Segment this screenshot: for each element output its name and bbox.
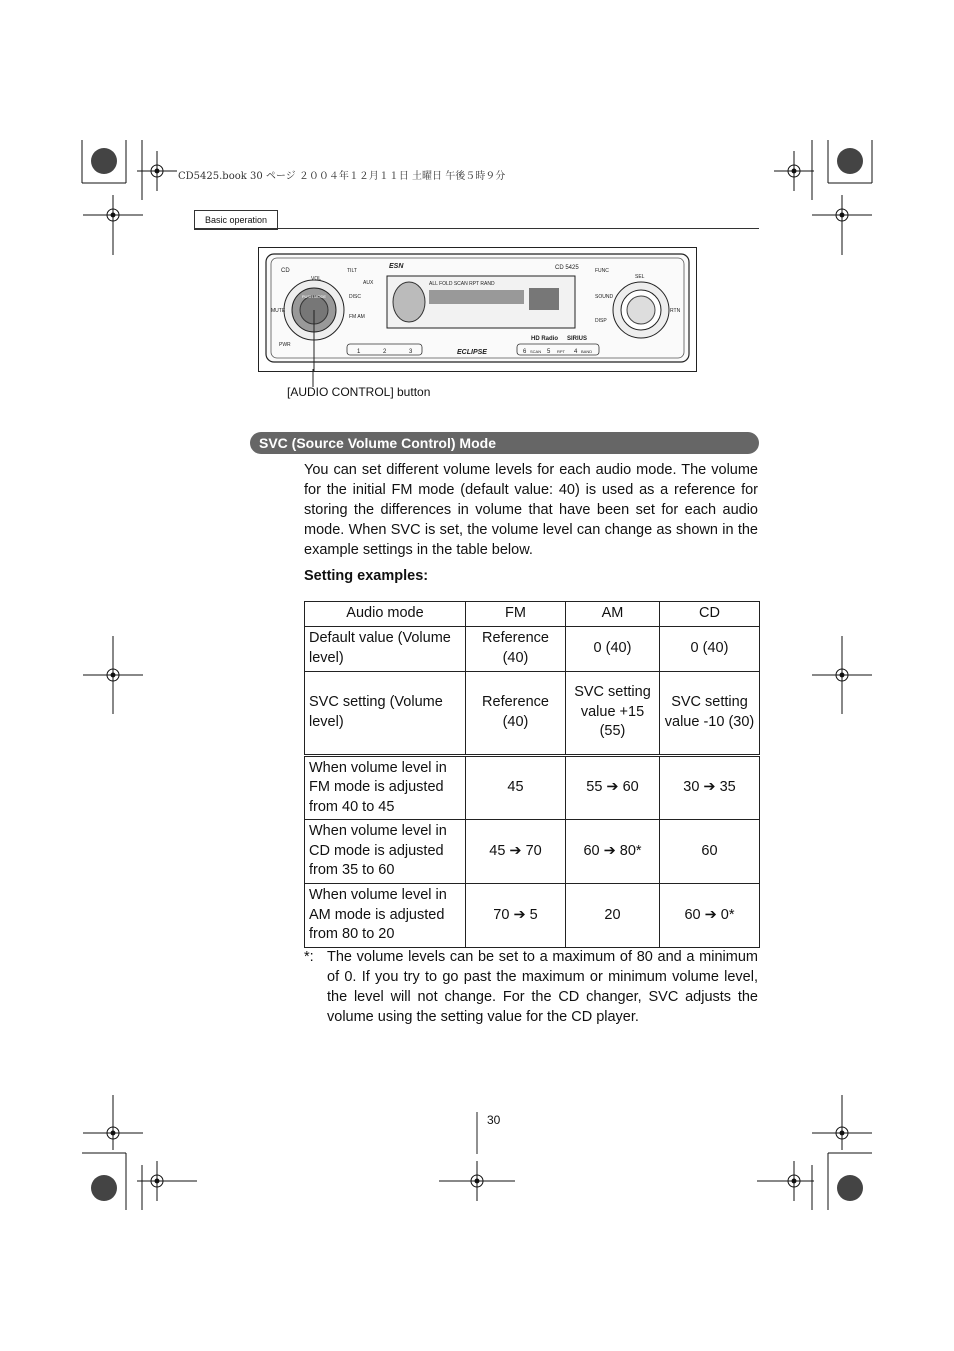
preset-6: 6 <box>523 349 527 355</box>
section-tab: Basic operation <box>194 210 278 230</box>
cell-am: 60 ➔ 80* <box>566 820 660 884</box>
row-label: When volume level in CD mode is adjusted from 35 to 60 <box>305 820 466 884</box>
cell-fm: 45 <box>466 755 566 820</box>
preset-band: BAND <box>581 349 593 354</box>
preset-5: 5 <box>547 349 551 355</box>
label-disc: DISC <box>349 294 361 300</box>
label-hd-radio: HD Radio <box>531 336 558 342</box>
footnote-marker: *: <box>304 949 314 965</box>
label-pwr: PWR <box>279 342 291 348</box>
preset-rpt: RPT <box>557 349 565 354</box>
lcd-top-text: ALL FOLD SCAN RPT RAND <box>429 281 495 287</box>
row-label: SVC setting (Volume level) <box>305 671 466 755</box>
knob-label: PUSH MODE <box>301 294 327 299</box>
header-cd: CD <box>660 602 760 627</box>
cell-am: SVC setting value +15 (55) <box>566 671 660 755</box>
cell-cd: 60 ➔ 0* <box>660 884 760 948</box>
cell-fm: 70 ➔ 5 <box>466 884 566 948</box>
label-cd: CD <box>281 268 290 274</box>
preset-1: 1 <box>357 349 361 355</box>
cell-fm: 45 ➔ 70 <box>466 820 566 884</box>
label-func: FUNC <box>595 268 609 274</box>
label-aux: AUX <box>363 280 374 286</box>
cell-am: 20 <box>566 884 660 948</box>
label-sirius: SIRIUS <box>567 336 588 342</box>
label-disp: DISP <box>595 318 607 324</box>
section-body: You can set different volume levels for each audio mode. The volume for the initial FM mode (default value: 40) is used as a reference for storing the differences in volume that have been set for each audio mode. When SVC is set, the volume level can change as shown in the example settings in the table below. <box>304 462 758 558</box>
setting-examples-heading: Setting examples: <box>304 568 429 584</box>
cell-cd: 30 ➔ 35 <box>660 755 760 820</box>
row-label: When volume level in FM mode is adjusted from 40 to 45 <box>305 755 466 820</box>
cell-fm: Reference (40) <box>466 626 566 671</box>
header-fm: FM <box>466 602 566 627</box>
header-am: AM <box>566 602 660 627</box>
label-vol: VOL <box>311 276 322 282</box>
preset-4: 4 <box>574 349 578 355</box>
label-model: CD 5425 <box>555 265 579 271</box>
preset-3: 3 <box>409 349 413 355</box>
label-esn: ESN <box>389 263 404 270</box>
label-mute: MUTE <box>271 308 286 314</box>
label-fm-am: FM AM <box>349 314 365 320</box>
row-label: Default value (Volume level) <box>305 626 466 671</box>
footnote-text: The volume levels can be set to a maximum of 80 and a minimum of 0. If you try to go past the maximum or minimum volume level, the level will not change. For the CD changer, SVC adjusts the volume using the setting value for the CD player. <box>327 949 758 1025</box>
section-heading: SVC (Source Volume Control) Mode <box>250 432 759 454</box>
label-sel: SEL <box>635 274 645 280</box>
cell-cd: 60 <box>660 820 760 884</box>
label-tilt: TILT <box>347 268 357 274</box>
label-brand: ECLIPSE <box>457 349 487 356</box>
label-sound: SOUND <box>595 294 614 300</box>
label-rtn: RTN <box>670 308 681 314</box>
row-label: When volume level in AM mode is adjusted from 80 to 20 <box>305 884 466 948</box>
cell-cd: 0 (40) <box>660 626 760 671</box>
cell-fm: Reference (40) <box>466 671 566 755</box>
file-info-header: CD5425.book 30 ページ ２００４年１２月１１日 土曜日 午後５時９分 <box>178 171 506 182</box>
header-audio-mode: Audio mode <box>305 602 466 627</box>
preset-scan: SCAN <box>530 349 542 354</box>
cell-am: 0 (40) <box>566 626 660 671</box>
page-number: 30 <box>487 1113 501 1127</box>
cell-cd: SVC setting value -10 (30) <box>660 671 760 755</box>
cell-am: 55 ➔ 60 <box>566 755 660 820</box>
preset-2: 2 <box>383 349 387 355</box>
figure-caption: [AUDIO CONTROL] button <box>287 385 431 399</box>
